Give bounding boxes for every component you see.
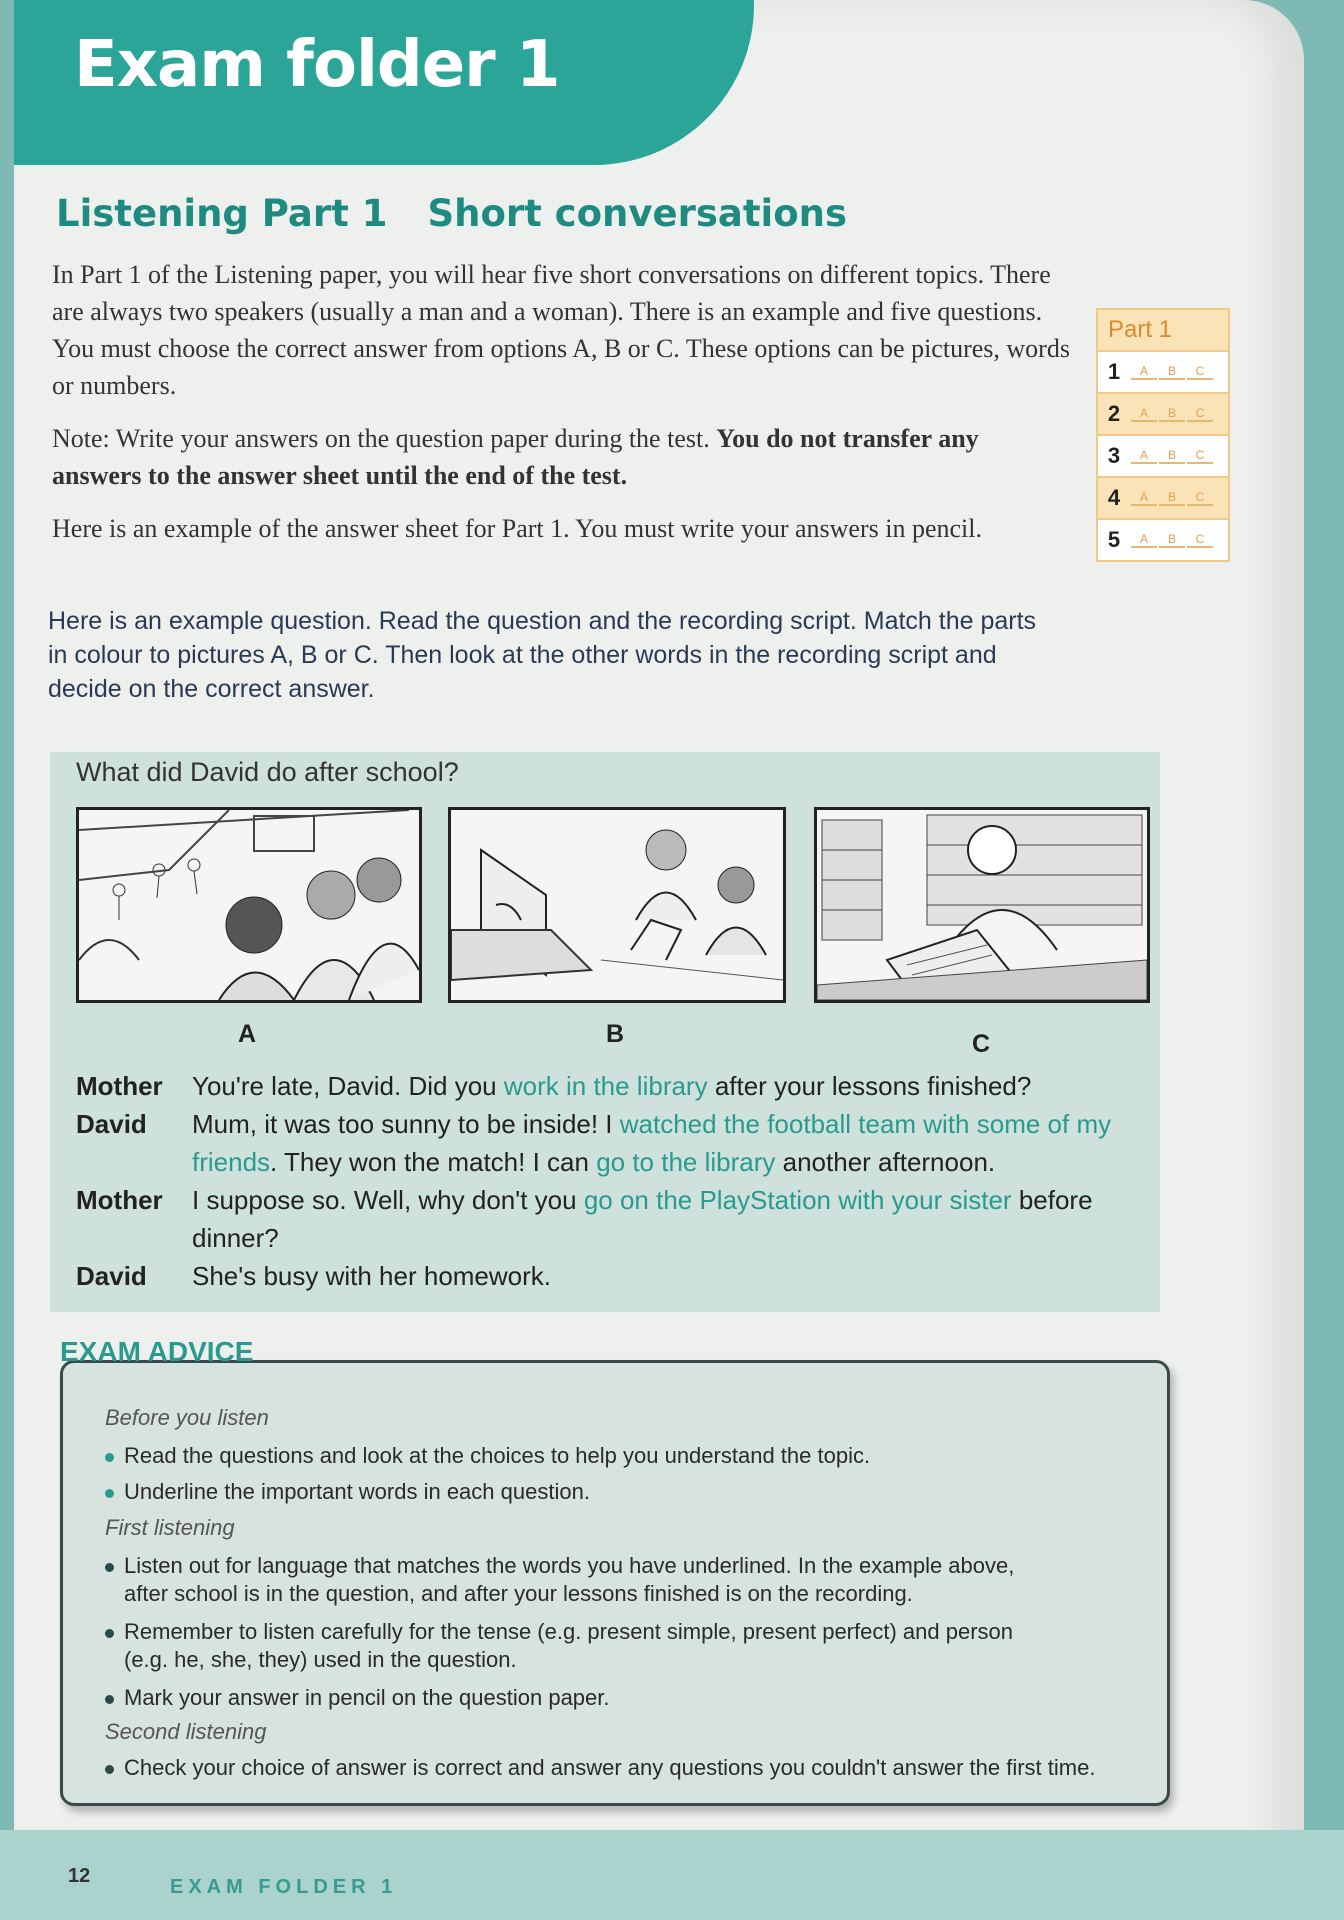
answer-row: [1098, 394, 1228, 436]
example-question: What did David do after school?: [76, 757, 459, 787]
exam-advice-box: [60, 1360, 1170, 1806]
bullet-icon: [105, 1695, 114, 1704]
advice-item-continued: (e.g. he, she, they) used in the question.: [124, 1647, 517, 1672]
option-a[interactable]: A: [1131, 406, 1157, 422]
option-b[interactable]: B: [1159, 448, 1185, 464]
advice-item-continued: after school is in the question, and after your lessons finished is on the recording.: [124, 1581, 913, 1606]
answer-row: [1098, 436, 1228, 478]
dialogue-line: [76, 1181, 1156, 1257]
instruction-paragraph: Here is an example question. Read the question and the recording script. Match the parts in colour to pictures A, B or C. Then look at the other words in the recording script and decide on the correct answer.: [48, 607, 1037, 703]
dialogue-line: [76, 1257, 1156, 1295]
answer-row-number: 3: [1107, 443, 1121, 468]
picture-b-playstation: [448, 807, 786, 1003]
footer-running-title: EXAM FOLDER 1: [170, 1876, 398, 1898]
intro-paragraph: In Part 1 of the Listening paper, you will hear five short conversations on different topics. There are always two speakers (usually a man and a woman). There is an example and five questions. You must choose the correct answer from options A, B or C. These options can be pictures, words or numbers.: [52, 260, 1070, 400]
section-heading: [56, 192, 847, 235]
dialogue-text: I suppose so. Well, why don't you go on the PlayStation with your sister before dinner?: [192, 1185, 1093, 1253]
bullet-icon: [105, 1629, 114, 1638]
picture-c-library: [814, 807, 1150, 1003]
note-paragraph: [52, 420, 1052, 494]
answer-row-number: 5: [1107, 527, 1121, 552]
bullet-icon: [105, 1563, 114, 1572]
answer-row-number: 4: [1107, 485, 1121, 510]
highlighted-phrase: go to the library: [596, 1147, 776, 1177]
option-b[interactable]: B: [1159, 532, 1185, 548]
answer-row: [1098, 520, 1228, 560]
speaker-name: David: [76, 1109, 147, 1139]
option-a[interactable]: A: [1131, 490, 1157, 506]
picture-a-label: A: [238, 1020, 257, 1048]
option-c[interactable]: C: [1187, 364, 1213, 380]
picture-a-football: [76, 807, 422, 1003]
picture-c-label: C: [972, 1030, 991, 1058]
option-c[interactable]: C: [1187, 490, 1213, 506]
speaker-name: Mother: [76, 1071, 163, 1101]
before-you-listen-heading: Before you listen: [105, 1405, 269, 1430]
first-listening-heading: First listening: [105, 1515, 235, 1540]
option-b[interactable]: B: [1159, 364, 1185, 380]
exam-advice-label: EXAM ADVICE: [60, 1336, 254, 1367]
speaker-name: Mother: [76, 1185, 163, 1215]
picture-b-label: B: [606, 1020, 625, 1048]
note-bold-text: You do not transfer any answers to the answer sheet until the end of the test.: [52, 424, 979, 490]
page-title: Exam folder 1: [74, 28, 560, 102]
recording-script: [76, 1067, 1156, 1295]
advice-item: Read the questions and look at the choices to help you understand the topic.: [105, 1443, 870, 1469]
highlighted-phrase: watched the football team with some of my friends: [192, 1109, 1112, 1177]
title-band: [14, 0, 754, 165]
option-b[interactable]: B: [1159, 490, 1185, 506]
option-a[interactable]: A: [1131, 532, 1157, 548]
answer-row-number: 1: [1107, 359, 1121, 384]
dialogue-text: You're late, David. Did you work in the library after your lessons finished?: [192, 1071, 1032, 1101]
advice-item: Remember to listen carefully for the tense (e.g. present simple, present perfect) and person: [105, 1619, 1013, 1645]
dialogue-text: She's busy with her homework.: [192, 1261, 552, 1291]
option-c[interactable]: C: [1187, 448, 1213, 464]
bullet-icon: [105, 1453, 114, 1462]
option-c[interactable]: C: [1187, 406, 1213, 422]
dialogue-line: [76, 1105, 1156, 1181]
answer-sheet-header: Part 1: [1098, 310, 1228, 352]
section-title: Listening Part 1: [56, 192, 388, 235]
second-listening-heading: Second listening: [105, 1719, 267, 1744]
advice-item: Check your choice of answer is correct and answer any questions you couldn't answer the first time.: [105, 1755, 1095, 1781]
advice-item: Listen out for language that matches the words you have underlined. In the example above,: [105, 1553, 1014, 1579]
bullet-icon: [105, 1765, 114, 1774]
highlighted-phrase: work in the library: [503, 1071, 708, 1101]
dialogue-text: Mum, it was too sunny to be inside! I watched the football team with some of my friends. They won the match! I can go to the library another afternoon.: [192, 1109, 1112, 1177]
speaker-name: David: [76, 1261, 147, 1291]
page-number: 12: [68, 1865, 91, 1887]
answer-row: [1098, 478, 1228, 520]
answer-sheet-paragraph: Here is an example of the answer sheet for Part 1. You must write your answers in pencil.: [52, 514, 982, 543]
highlighted-phrase: go on the PlayStation with your sister: [583, 1185, 1012, 1215]
footer-band: [0, 1830, 1344, 1920]
answer-sheet: [1096, 308, 1230, 562]
option-a[interactable]: A: [1131, 448, 1157, 464]
advice-item: Underline the important words in each question.: [105, 1479, 590, 1505]
example-question-box: [50, 752, 1160, 1312]
option-b[interactable]: B: [1159, 406, 1185, 422]
option-a[interactable]: A: [1131, 364, 1157, 380]
answer-row-number: 2: [1107, 401, 1121, 426]
answer-row: [1098, 352, 1228, 394]
dialogue-line: [76, 1067, 1156, 1105]
section-subtitle: Short conversations: [427, 192, 847, 235]
option-c[interactable]: C: [1187, 532, 1213, 548]
note-text: Note: Write your answers on the question paper during the test.: [52, 424, 717, 453]
advice-item: Mark your answer in pencil on the question paper.: [105, 1685, 610, 1711]
bullet-icon: [105, 1489, 114, 1498]
